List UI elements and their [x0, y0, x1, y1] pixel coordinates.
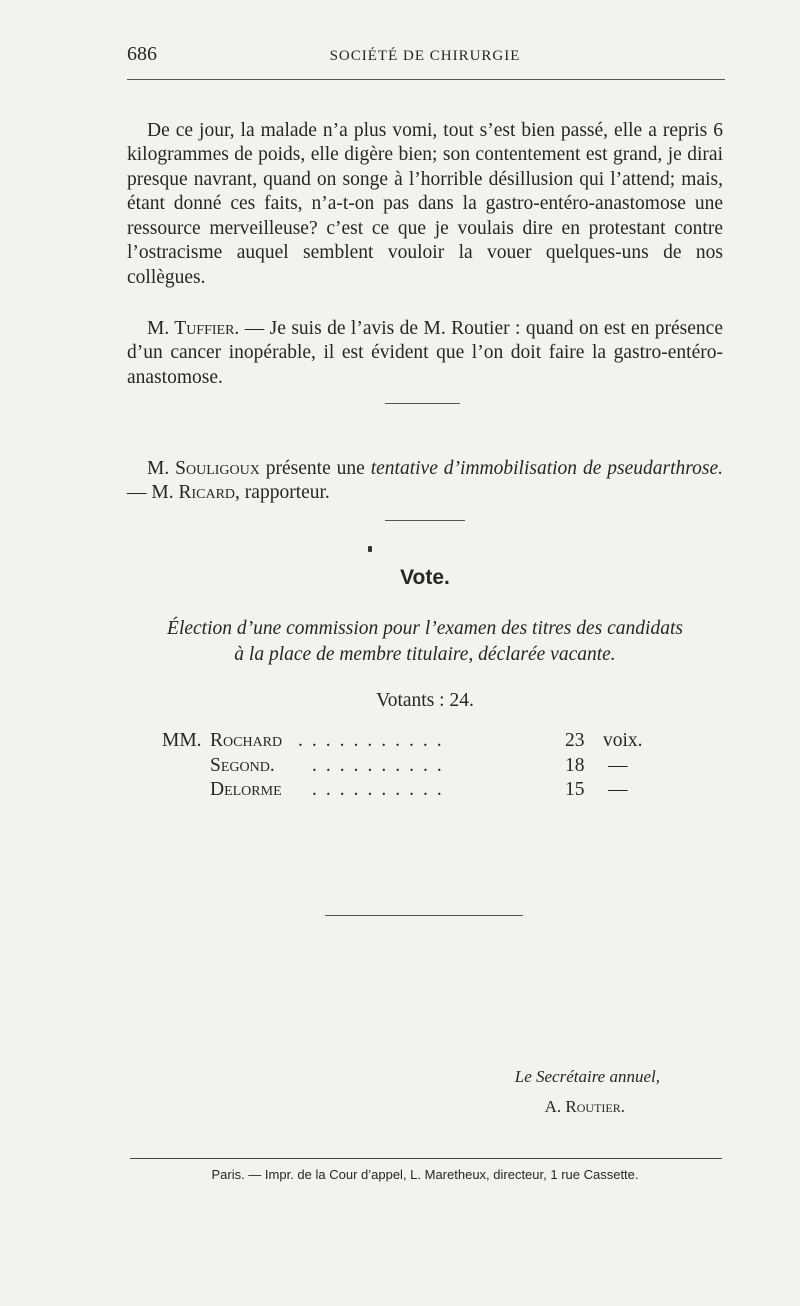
header-rule: [127, 79, 725, 80]
paragraph-gastro-enterostomy: De ce jour, la malade n’a plus vomi, tout s’est bien passé, elle a repris 6 kilogrammes de poids, elle digère bien; son contentement est grand, je dirai presque navrant, quand on songe à l’horrible désillusion qui l’attend; mais, étant donné ces faits, n’a-t-on pas dans la gastro-entéro-anastomose une ressource merveilleuse? c’est ce que je voulais dire en protestant contre l’ostracisme auquel semblent vouloir la vouer quelques-uns de nos collègues.: [127, 119, 723, 288]
candidate-name: Segond.: [210, 755, 275, 776]
leader-dots: ..........: [312, 755, 451, 776]
mm-label: MM.: [162, 730, 202, 751]
candidate-name: Delorme: [210, 779, 282, 800]
vote-unit: —: [608, 779, 628, 800]
presentation-title: tentative d’immobilisation de pseudarthrose.: [370, 457, 724, 479]
vote-unit: —: [608, 755, 628, 776]
speaker-tuffier: M. Tuffier.: [147, 317, 240, 339]
vote-count: 23: [565, 730, 585, 751]
vote-heading: Vote.: [400, 566, 450, 589]
vote-count: 18: [565, 755, 585, 776]
dash-text: — M.: [127, 482, 179, 503]
paragraph-souligoux: [127, 457, 723, 506]
footer-rule: [130, 1158, 722, 1159]
section-divider-2: [385, 520, 465, 521]
prefix-text: M.: [147, 457, 176, 479]
rapporteur-name: Ricard: [178, 482, 236, 503]
vote-unit: voix.: [603, 730, 643, 751]
signature-name: A. Routier.: [544, 1097, 625, 1116]
page-number: 686: [127, 43, 157, 65]
section-divider-1: [385, 403, 460, 404]
tuffier-text: — Je suis de l’avis de M. Routier : quand on est en présence d’un cancer inopérable, il est évident que l’on doit faire la gastro-entéro-anastomose.: [127, 317, 723, 388]
paragraph-tuffier: [127, 317, 723, 391]
ink-speck: [368, 546, 372, 552]
presenter-name: Souligoux: [175, 457, 260, 479]
rapporteur-suffix: , rapporteur.: [235, 482, 330, 503]
printer-imprint: Paris. — Impr. de la Cour d’appel, L. Maretheux, directeur, 1 rue Cassette.: [211, 1167, 639, 1182]
running-title: SOCIÉTÉ DE CHIRURGIE: [329, 48, 521, 64]
signature-title: Le Secrétaire annuel,: [514, 1067, 660, 1086]
election-line-2: à la place de membre titulaire, déclarée vacante.: [234, 644, 616, 665]
vote-count: 15: [565, 779, 585, 800]
votants-count: Votants : 24.: [376, 690, 474, 711]
section-divider-3: [325, 915, 523, 916]
candidate-name: Rochard: [210, 730, 283, 751]
election-description: [127, 616, 723, 668]
verb-text: présente une: [259, 457, 371, 479]
leader-dots: ...........: [298, 730, 451, 751]
election-line-1: Élection d’une commission pour l’examen des titres des candidats: [167, 618, 683, 639]
leader-dots: ..........: [312, 779, 451, 800]
